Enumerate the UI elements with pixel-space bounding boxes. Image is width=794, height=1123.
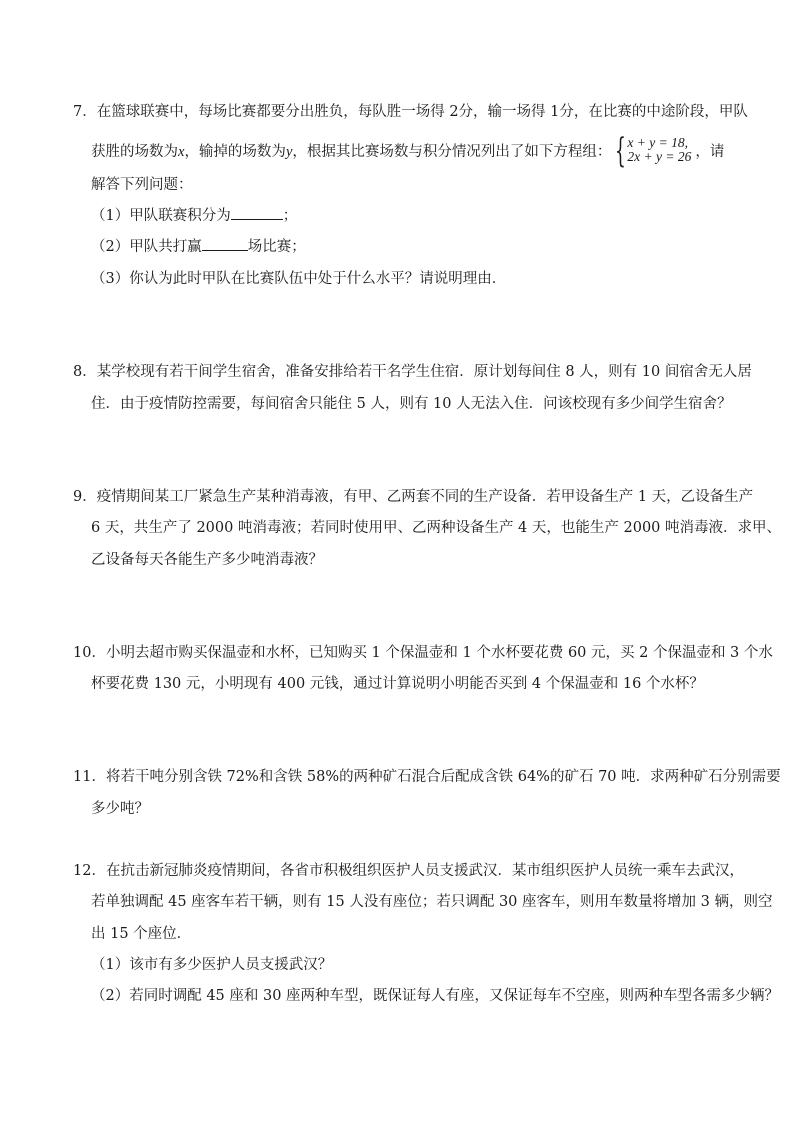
q9-line-2: 6 天，共生产了 2000 吨消毒液；若同时使用甲、乙两种设备生产 4 天，也能生产 2000 吨消毒液．求甲、 [91,520,782,536]
q7-line-2-d: ，请 [695,144,725,160]
q8-line-2: 住．由于疫情防控需要，每间宿舍只能住 5 人，则有 10 人无法入住．问该校现有多少间学生宿舍？ [91,396,732,412]
q12-line-1: 12．在抗击新冠肺炎疫情期间，各省市积极组织医护人员支援武汉．某市组织医护人员统一乘车去武汉， [73,863,744,879]
q7-sub-2 [91,236,306,258]
q9-line-1: 9．疫情期间某工厂紧急生产某种消毒液，有甲、乙两套不同的生产设备．若甲设备生产 1 天，乙设备生产 [73,489,754,505]
q7-line-2-b: ，输掉的场数为 [184,144,286,160]
q9-line-3: 乙设备每天各能生产多少吨消毒液？ [91,552,323,568]
q7-sub-1-end: ； [282,208,298,224]
equation-brace: { [615,131,627,171]
q7-sub-1 [91,205,297,227]
q10-line-2: 杯要花费 130 元，小明现有 400 元钱，通过计算说明小明能否买到 4 个保温壶和 16 个水杯？ [91,676,704,692]
q12-sub-1: （1）该市有多少医护人员支援武汉？ [91,957,333,973]
q8-line-1: 8．某学校现有若干间学生宿舍，准备安排给若干名学生住宿．原计划每间住 8 人，则有 10 间宿舍无人居 [73,364,752,380]
q7-var-y: y [285,144,293,160]
q7-answer-blank-1 [231,205,283,220]
q10-line-1: 10．小明去超市购买保温壶和水杯，已知购买 1 个保温壶和 1 个水杯要花费 60 元，买 2 个保温壶和 3 个水 [73,645,773,661]
q11-line-1: 11．将若干吨分别含铁 72%和含铁 58%的两种矿石混合后配成含铁 64%的矿石 70 吨．求两种矿石分别需要 [73,769,781,785]
q7-equation-1: x + y = 18, [627,135,688,150]
q11-line-2: 多少吨？ [91,801,149,817]
q7-line-2-a: 获胜的场数为 [91,144,178,160]
q7-var-x: x [178,144,185,160]
q7-sub-2-end: 场比赛； [247,239,306,255]
q7-answer-blank-2 [202,236,248,251]
q7-line-2 [91,131,725,171]
q7-line-3: 解答下列问题： [91,177,193,193]
q7-line-1: 7．在篮球联赛中，每场比赛都要分出胜负，每队胜一场得 2分，输一场得 1分，在比赛的中途阶段，甲队 [73,104,748,120]
q12-line-3: 出 15 个座位． [91,926,192,942]
q7-equation-2: 2x + y = 26 [627,149,692,164]
q7-line-2-c: ，根据其比赛场数与积分情况列出了如下方程组： [292,144,612,160]
q12-line-2: 若单独调配 45 座客车若干辆，则有 15 人没有座位；若只调配 30 座客车，则用车数量将增加 3 辆，则空 [91,894,773,910]
q12-sub-2: （2）若同时调配 45 座和 30 座两种车型，既保证每人有座，又保证每车不空座，则两种车型各需多少辆？ [91,988,780,1004]
q7-equation-system [615,131,692,171]
q7-sub-3: （3）你认为此时甲队在比赛队伍中处于什么水平？请说明理由． [91,271,507,287]
q7-sub-2-text: （2）甲队共打赢 [91,239,202,255]
q7-sub-1-text: （1）甲队联赛积分为 [91,208,231,224]
